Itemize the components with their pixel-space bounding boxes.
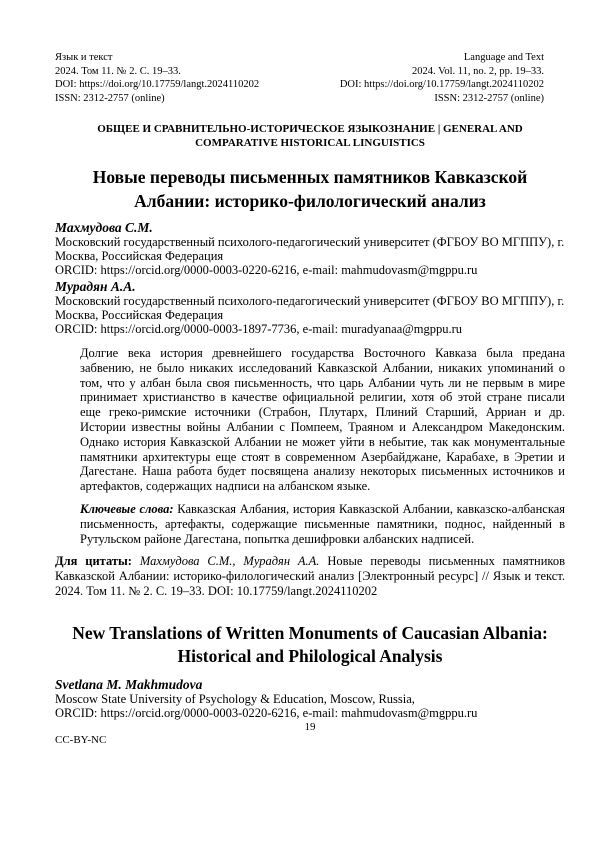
journal-issn-en: ISSN: 2312-2757 (online) <box>434 92 544 104</box>
author-orcid-email: ORCID: https://orcid.org/0000-0003-0220-6216, e-mail: mahmudovasm@mgppu.ru <box>55 705 478 720</box>
journal-doi-en: DOI: https://doi.org/10.17759/langt.2024110202 <box>339 79 544 90</box>
author-orcid-email: ORCID: https://orcid.org/0000-0003-0220-6216, e-mail: mahmudovasm@mgppu.ru <box>55 263 478 277</box>
author-affiliation: Moscow State University of Psychology & Education, Moscow, Russia, <box>55 691 415 706</box>
author-block-makhmudova-ru <box>55 221 565 277</box>
citation-text: Новые переводы письменных памятников Кавказской Албании: историко-филологический анализ [Электронный ресурс] // Язык и текст. 2024. Том 11. № 2. С. 19–33. DOI: 10.17759/langt.2024110202 <box>55 554 566 598</box>
journal-issue-en: 2024. Vol. 11, no. 2, pp. 19–33. <box>412 65 544 77</box>
journal-title-en: Language and Text <box>463 52 544 63</box>
citation-authors: Махмудова С.М., Мурадян А.А. <box>139 554 320 569</box>
author-name: Махмудова С.М. <box>55 220 153 235</box>
journal-issn-ru: ISSN: 2312-2757 (online) <box>55 92 165 104</box>
section-heading: ОБЩЕЕ И СРАВНИТЕЛЬНО-ИСТОРИЧЕСКОЕ ЯЗЫКОЗНАНИЕ | GENERAL AND COMPARATIVE HISTORICAL LINGUISTICS <box>97 123 523 149</box>
author-name: Svetlana M. Makhmudova <box>55 676 203 692</box>
keywords-paragraph <box>80 502 565 546</box>
journal-masthead <box>55 51 565 105</box>
author-block-makhmudova-en <box>55 678 565 720</box>
license-label: CC-BY-NC <box>55 733 107 746</box>
keywords-text: Кавказская Албания, история Кавказской Албании, кавказско-албанская письменность, артефакты, содержащие письменные памятники, поднос, найденный в Рутульском районе Дагестана, попытка дешифровки албанских надписей. <box>80 501 566 546</box>
author-affiliation: Московский государственный психолого-педагогический университет (ФГБОУ ВО МГППУ), г. Москва, Российская Федерация <box>55 235 565 263</box>
author-affiliation: Московский государственный психолого-педагогический университет (ФГБОУ ВО МГППУ), г. Москва, Российская Федерация <box>55 294 565 322</box>
keywords-label: Ключевые слова: <box>80 501 174 516</box>
journal-doi-ru: DOI: https://doi.org/10.17759/langt.2024110202 <box>55 79 260 90</box>
citation-label: Для цитаты: <box>55 554 132 569</box>
journal-title-ru: Язык и текст <box>55 52 113 63</box>
article-title-ru: Новые переводы письменных памятников Кавказской Албании: историко-филологический анализ <box>92 167 528 211</box>
article-title-en: New Translations of Written Monuments of Caucasian Albania: Historical and Philological Analysis <box>72 622 548 666</box>
journal-info-english <box>340 51 565 105</box>
page-number: 19 <box>304 720 316 733</box>
author-block-muradyan-ru <box>55 280 565 336</box>
journal-info-russian <box>55 51 259 105</box>
citation-paragraph <box>55 554 565 598</box>
author-orcid-email: ORCID: https://orcid.org/0000-0003-1897-7736, e-mail: muradyanaa@mgppu.ru <box>55 322 463 336</box>
abstract-text: Долгие века история древнейшего государства Восточного Кавказа была предана забвению, не было никаких исследований Кавказской Албании, никаких упоминаний о том, что у албан была своя письменность, что царь Албании чуть ли не первым в мире принимает христианство в качестве официальной религии, хотя об этой стране писали еще греко-римские источники (Страбон, Плутарх, Плиний Старший, Арриан и др. Истории известны войны Албании с Помпеем, Траяном и Александром Македонским. Однако история Кавказской Албании не может уйти в небытие, так как монументальные памятники архитектуры еще стоят в современном Азербайджане, Карабахе, в Эретии и Дагестане. Наша работа будет посвящена анализу некоторых письменных источников и артефактов, содержащих надписи на албанском языке. <box>80 346 565 494</box>
journal-issue-ru: 2024. Том 11. № 2. С. 19–33. <box>55 65 181 77</box>
author-name: Мурадян А.А. <box>55 279 136 294</box>
